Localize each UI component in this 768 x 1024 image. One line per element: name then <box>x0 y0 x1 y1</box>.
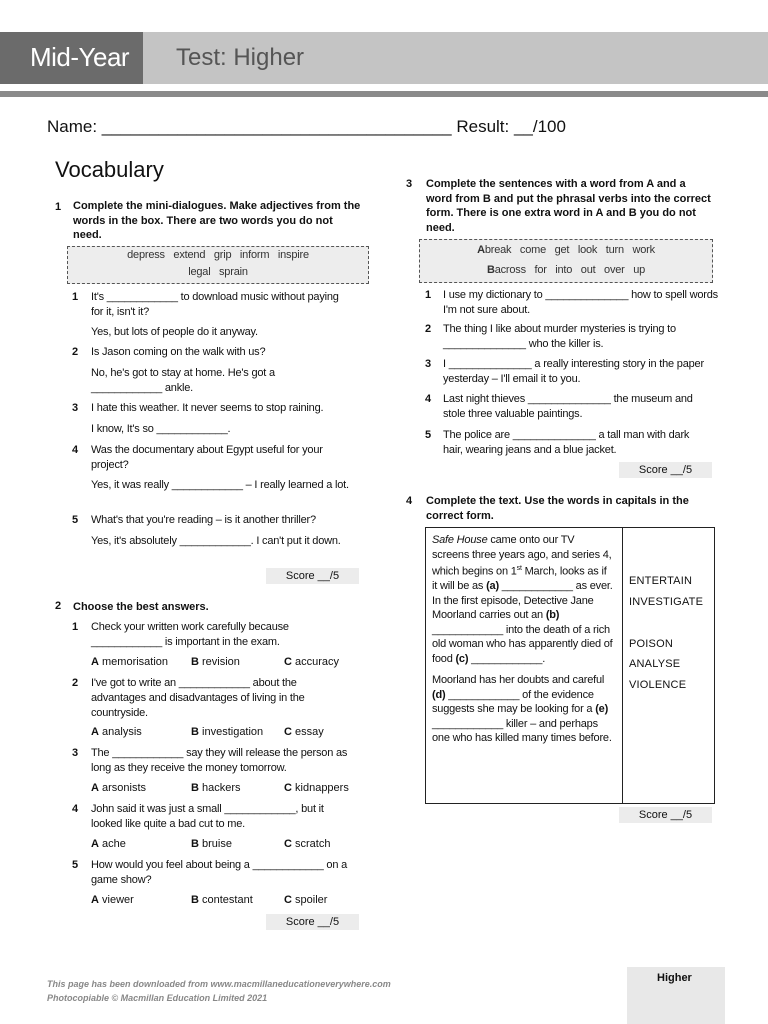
q1-item-reply: Yes, it's absolutely ____________. I can't put it down. <box>91 535 341 547</box>
q2-item-text: Check your written work carefully because ____________ is important in the exam. <box>91 621 289 648</box>
q3-item-number: 3 <box>425 358 432 370</box>
q2-option-c[interactable]: C accuracy <box>284 656 340 668</box>
q2-option-c[interactable]: C scratch <box>284 838 331 850</box>
q1-item-reply: I know, It's so ____________. <box>91 423 231 435</box>
q2-option-a[interactable]: A analysis <box>91 726 142 738</box>
q2-item-number: 2 <box>72 677 79 689</box>
q4-ordinal: st <box>516 565 522 572</box>
q2-number: 2 <box>55 600 62 612</box>
q2-option-text: accuracy <box>295 656 340 668</box>
q1-item-reply: Yes, but lots of people do it anyway. <box>91 326 258 338</box>
q2-option-text: viewer <box>102 894 134 906</box>
q3-item-text: The thing I like about murder mysteries is trying to ______________ who the killer is. <box>443 323 676 350</box>
q2-option-text: scratch <box>295 838 331 850</box>
q2-option-text: essay <box>295 726 324 738</box>
q3-item-text: I use my dictionary to ______________ how to spell words I'm not sure about. <box>443 289 718 316</box>
q4-text: March, looks as if it will be as <box>432 565 607 593</box>
q4-capital-word: VIOLENCE <box>629 679 687 691</box>
section-title: Vocabulary <box>55 157 164 182</box>
header-divider <box>0 91 768 97</box>
q4-text: ____________ of the evidence suggests she may be looking for a <box>432 688 596 716</box>
q2-option-text: contestant <box>202 894 253 906</box>
q2-item-text: John said it was just a small ____________, but it looked like quite a bad cut to me. <box>91 803 324 830</box>
q3-item-text: Last night thieves ______________ the museum and stole three valuable paintings. <box>443 393 693 420</box>
q3-box-a <box>420 240 712 260</box>
q1-item-prompt: I hate this weather. It never seems to stop raining. <box>91 402 324 414</box>
q1-item-number: 3 <box>72 402 79 414</box>
q2-item-number: 1 <box>72 621 79 633</box>
q2-option-c[interactable]: C kidnappers <box>284 782 349 794</box>
q1-score: Score __/5 <box>266 568 359 584</box>
q3-item-number: 2 <box>425 323 432 335</box>
q1-word-box <box>67 246 369 284</box>
q2-option-text: analysis <box>102 726 142 738</box>
footer-level-label: Higher <box>657 972 692 984</box>
q3-box-b <box>420 260 712 280</box>
q3-instruction: Complete the sentences with a word from A and a word from B and put the phrasal verbs into the correct form. There is one extra word in A and B you do not need. <box>426 178 711 234</box>
q2-option-b[interactable]: B bruise <box>191 838 232 850</box>
q1-number: 1 <box>55 201 62 213</box>
footer-copyright <box>47 977 391 1005</box>
q4-text: ____________ killer – and perhaps one who has killed many times before. <box>432 717 612 745</box>
q1-box-line2: legal sprain <box>188 266 248 278</box>
q2-option-c[interactable]: C spoiler <box>284 894 328 906</box>
q4-gap-label: (d) <box>432 688 446 701</box>
q1-item-prompt: It's ____________ to download music without paying for it, isn't it? <box>91 291 339 318</box>
q4-gap-label: (a) <box>486 580 499 593</box>
q4-capital-word: ENTERTAIN <box>629 575 693 587</box>
q3-word-box <box>419 239 713 283</box>
q3-box-b-label: B <box>486 264 495 276</box>
q4-passage <box>432 533 614 746</box>
q2-option-c[interactable]: C essay <box>284 726 324 738</box>
q2-item-text: How would you feel about being a ____________ on a game show? <box>91 859 348 886</box>
q2-option-text: revision <box>202 656 240 668</box>
q2-option-text: kidnappers <box>295 782 349 794</box>
q4-text: Moorland has her doubts and careful <box>432 674 605 687</box>
q2-item-number: 5 <box>72 859 79 871</box>
q3-score: Score __/5 <box>619 462 712 478</box>
q1-item-reply: No, he's got to stay at home. He's got a ____________ ankle. <box>91 367 275 394</box>
q3-item-number: 4 <box>425 393 432 405</box>
q4-gap-label: (b) <box>545 609 560 622</box>
q2-item-text: The ____________ say they will release the person as long as they receive the money tomorrow. <box>91 747 348 774</box>
q4-capital-word: POISON <box>629 638 673 650</box>
footer-download-line: This page has been downloaded from www.macmillaneducationeverywhere.com <box>47 979 391 989</box>
q1-item-prompt: Is Jason coming on the walk with us? <box>91 346 266 358</box>
q1-item-number: 2 <box>72 346 79 358</box>
q2-item-text: I've got to write an ____________ about the advantages and disadvantages of living in the countryside. <box>91 677 305 719</box>
q2-option-a[interactable]: A viewer <box>91 894 134 906</box>
q3-item-number: 5 <box>425 429 432 441</box>
q2-option-b[interactable]: B investigation <box>191 726 264 738</box>
q1-item-number: 4 <box>72 444 79 456</box>
q4-capital-word: INVESTIGATE <box>629 596 704 608</box>
q2-option-text: memorisation <box>102 656 169 668</box>
footer-photocopiable-line: Photocopiable © Macmillan Education Limited 2021 <box>47 993 268 1003</box>
q2-item-number: 4 <box>72 803 79 815</box>
q1-item-prompt: Was the documentary about Egypt useful for your project? <box>91 444 323 471</box>
q2-option-b[interactable]: B contestant <box>191 894 253 906</box>
q1-item-prompt: What's that you're reading – is it another thriller? <box>91 514 316 526</box>
q4-score: Score __/5 <box>619 807 712 823</box>
q4-number: 4 <box>406 495 413 507</box>
q4-gap-label: (c) <box>455 652 469 665</box>
q4-text: ____________ as ever. In the first episode, Detective Jane Moorland carries out an <box>432 580 613 622</box>
q1-instruction: Complete the mini-dialogues. Make adjectives from the words in the box. There are two words you do not need. <box>73 200 361 241</box>
q2-option-b[interactable]: B hackers <box>191 782 241 794</box>
name-result-line: Name: _____________________________________ Result: __/100 <box>47 117 566 136</box>
q4-gap-label: (e) <box>595 703 609 716</box>
q2-option-text: ache <box>102 838 126 850</box>
q3-item-number: 1 <box>425 289 432 301</box>
q2-option-text: hackers <box>202 782 241 794</box>
q4-text: came onto our TV screens three years ago, and series 4, which begins on 1 <box>432 534 612 578</box>
q3-box-a-label: A <box>477 244 485 256</box>
q2-option-text: bruise <box>202 838 232 850</box>
q1-item-reply: Yes, it was really ____________ – I really learned a lot. <box>91 479 349 491</box>
header-title: Mid-Year <box>30 42 130 72</box>
q2-option-a[interactable]: A arsonists <box>91 782 147 794</box>
q2-option-text: spoiler <box>295 894 328 906</box>
q4-text: ____________ into the death of a rich old woman who has apparently died of food <box>432 623 613 665</box>
q2-option-b[interactable]: B revision <box>191 656 240 668</box>
q4-text: ____________. <box>468 652 546 665</box>
q3-item-text: I ______________ a really interesting story in the paper yesterday – I'll email it to you. <box>443 358 704 385</box>
q1-box-line1: depress extend grip inform inspire <box>127 249 309 261</box>
q2-option-a[interactable]: A ache <box>91 838 126 850</box>
q3-number: 3 <box>406 178 413 190</box>
q1-item-number: 5 <box>72 514 79 526</box>
q2-instruction: Choose the best answers. <box>73 601 209 613</box>
q1-item-number: 1 <box>72 291 79 303</box>
q2-item-number: 3 <box>72 747 79 759</box>
q2-option-text: investigation <box>202 726 264 738</box>
q3-box-a-words: break come get look turn work <box>484 244 655 256</box>
q4-show-title: Safe House <box>432 534 488 546</box>
q2-score: Score __/5 <box>266 914 359 930</box>
q4-table-divider <box>622 527 623 804</box>
header-subtitle: Test: Higher <box>176 44 305 71</box>
q3-box-b-words: across for into out over up <box>494 264 646 276</box>
q3-item-text: The police are ______________ a tall man with dark hair, wearing jeans and a blue jacket. <box>443 429 690 456</box>
q2-option-text: arsonists <box>102 782 147 794</box>
q4-capital-word: ANALYSE <box>629 658 681 670</box>
q4-instruction: Complete the text. Use the words in capitals in the correct form. <box>426 495 689 522</box>
q2-option-a[interactable]: A memorisation <box>91 656 169 668</box>
